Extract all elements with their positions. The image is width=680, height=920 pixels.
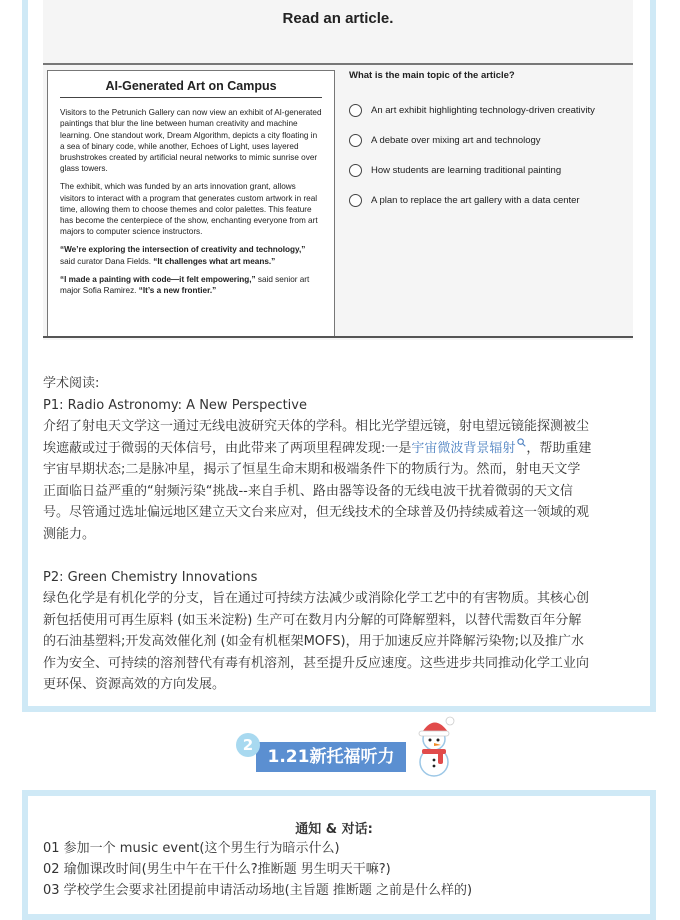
p1-line: 号。尽管通过选址偏远地区建立天文台来应对，但无线技术的全球普及仍持续威着这一领域的观 [43, 505, 590, 520]
frame-left-border [22, 0, 28, 712]
list-item: 01 参加一个 music event(这个男生行为暗示什么) [43, 841, 340, 856]
p1-line-text: 埃遮蔽或过于微弱的天体信号，由此带来了两项里程碑发现:一是 [43, 440, 412, 456]
frame-right-border [650, 0, 656, 712]
listening-list [43, 838, 643, 901]
radio-button[interactable] [349, 164, 362, 177]
quote-2-text: “I made a painting with code—it felt empowering,” [60, 274, 256, 284]
list-item: 03 学校学生会要求社团提前申请活动场地(主旨题 推断题 之前是什么样的) [43, 883, 473, 898]
divider [43, 63, 633, 65]
p1-line: 正面临日益严重的“射频污染“挑战--来自手机、路由器等设备的无线电波干扰着微弱的天文信 [43, 483, 573, 499]
p1-line: 宇宙早期状态;二是脉冲星，揭示了恒星生命末期和极端条件下的物质行为。然而，射电天文学 [43, 462, 581, 477]
reading-label: 学术阅读: [43, 376, 100, 391]
paragraph-gap [43, 545, 638, 567]
answer-option[interactable] [349, 125, 629, 155]
test-screenshot-image [43, 0, 633, 340]
listening-title: 通知 & 对话: [295, 822, 373, 837]
p1-line: 测能力。 [43, 526, 96, 542]
option-label: How students are learning traditional painting [371, 164, 562, 176]
option-label: A plan to replace the art gallery with a data center [371, 194, 580, 206]
academic-reading-section [43, 373, 638, 696]
p1-line-with-link [43, 438, 638, 460]
radio-button[interactable] [349, 194, 362, 207]
screenshot-bottom-line [43, 336, 633, 338]
list-item: 02 瑜伽课改时间(男生中午在干什么?推断题 男生明天干嘛?) [43, 862, 391, 877]
article-title: AI-Generated Art on Campus [105, 79, 277, 93]
article-para-1: Visitors to the Petrunich Gallery can now view an exhibit of AI-generated paintings that blur the line between human creativity and machine learning. One standout work, Dream Algorithm, depicts a city floating in a sea of binary code, while another, Echoes of Light, uses layered brushstrokes created by artificial neural networks to mimic sunrise over glass towers. [60, 108, 322, 174]
frame-bottom-border [22, 706, 656, 712]
test-heading: Read an article. [282, 10, 394, 27]
radio-button[interactable] [349, 104, 362, 117]
p2-line: 作为安全、可持续的溶剂替代有毒有机溶剂，甚至提升反应速度。这些进步共同推动化学工业向 [43, 655, 590, 671]
radio-button[interactable] [349, 134, 362, 147]
quote-2-attrib: said senior art major Sofia Ramirez. [60, 274, 310, 296]
answer-option[interactable] [349, 185, 629, 215]
quote-2-end: “It’s a new frontier.” [138, 286, 217, 296]
section-label: 1.21新托福听力 [256, 742, 406, 772]
p2-line: 更环保、资源高效的方向发展。 [43, 677, 226, 692]
article-quote-2 [60, 274, 322, 296]
snowman-icon [404, 712, 464, 778]
article-quote-1 [60, 244, 322, 266]
p2-title: P2: Green Chemistry Innovations [43, 569, 258, 585]
quote-1-text: “We’re exploring the intersection of creativity and technology,” [60, 245, 306, 255]
p1-line-after-link: ，帮助重建 [526, 440, 592, 456]
p1-line: 介绍了射电天文学这一通过无线电波研究天体的学科。相比光学望远镜，射电望远镜能探测被尘 [43, 419, 590, 434]
question-text: What is the main topic of the article? [349, 70, 515, 81]
quote-1-end: “It challenges what art means.” [153, 256, 276, 266]
option-label: An art exhibit highlighting technology-driven creativity [371, 104, 595, 116]
answer-option[interactable] [349, 155, 629, 185]
p2-line: 新包括使用可再生原料 (如玉米淀粉) 生产可在数月内分解的可降解塑料，以替代需数百年分解 [43, 612, 582, 628]
article-card [47, 70, 335, 336]
answer-option[interactable] [349, 95, 629, 125]
article-para-2: The exhibit, which was funded by an arts innovation grant, allows visitors to interact with a program that generates custom artwork in real time, allowing them to choose themes and color palettes. This feature has become the centerpiece of the show, enchanting everyone from art majors to computer science instructors. [60, 182, 318, 237]
question-panel [349, 70, 629, 215]
article-divider [60, 97, 322, 98]
quote-1-attrib: said curator Dana Fields. [60, 256, 154, 266]
section-number-badge: 2 [236, 733, 260, 757]
p2-line: 绿色化学是有机化学的分支，旨在通过可持续方法减少或消除化学工艺中的有害物质。其核心创 [43, 591, 590, 606]
cmb-link[interactable]: 宇宙微波背景辐射 [411, 440, 516, 456]
p2-line: 的石油基塑料;开发高效催化剂 (如金有机框架MOFS)，用于加速反应并降解污染物;以及推广水 [43, 634, 584, 649]
p1-title: P1: Radio Astronomy: A New Perspective [43, 397, 307, 413]
option-label: A debate over mixing art and technology [371, 134, 541, 146]
